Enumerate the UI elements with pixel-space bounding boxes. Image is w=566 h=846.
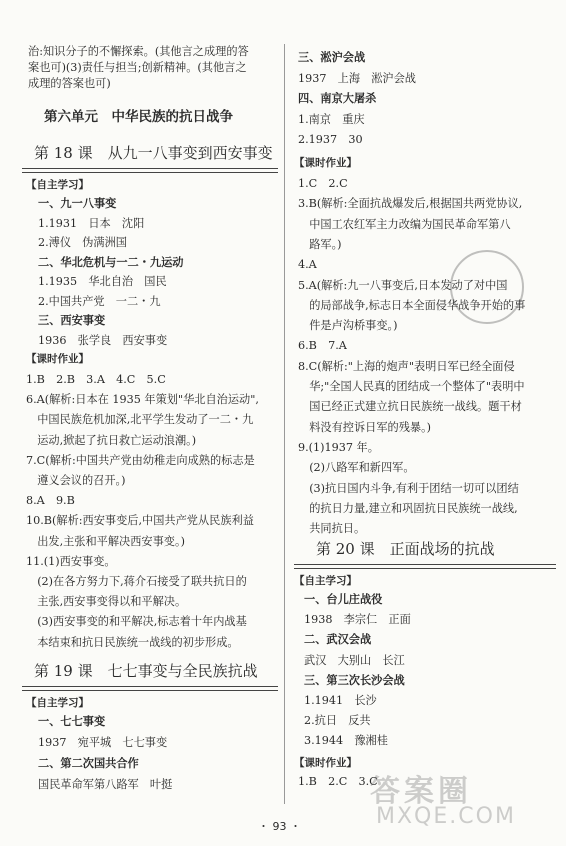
answer-line: 1.B 2.C 3.C: [298, 775, 378, 788]
text-line: 成理的答案也可): [28, 77, 111, 90]
answer-line: 3.B(解析:全面抗战爆发后,根据国共两党协议,: [298, 197, 523, 211]
answer-line: 主张,西安事变得以和平解决。: [26, 595, 187, 609]
answer-line: 1937 宛平城 七七事变: [38, 736, 168, 749]
answer-line: (2)在各方努力下,蒋介石接受了联共抗日的: [26, 575, 247, 588]
section-heading: 一、台儿庄战役: [304, 592, 383, 606]
stamp-mark: [450, 250, 524, 324]
lesson-19-title: 第 19 课 七七事变与全民族抗战: [34, 662, 258, 680]
answer-line: 1937 上海 淞沪会战: [298, 71, 416, 85]
self-study-tag: 【自主学习】: [26, 697, 89, 709]
answer-line: 1.C 2.C: [298, 177, 348, 190]
answer-line: 1.B 2.B 3.A 4.C 5.C: [26, 373, 166, 386]
homework-tag: 【课时作业】: [26, 353, 89, 365]
answer-line: 中国工农红军主力改编为国民革命军第八: [298, 217, 511, 231]
watermark: [370, 766, 550, 836]
answer-line: 1.1931 日本 沈阳: [38, 216, 145, 230]
homework-tag: 【课时作业】: [294, 157, 357, 169]
answer-line: 件是卢沟桥事变。): [298, 319, 398, 333]
lesson-20-title: 第 20 课 正面战场的抗战: [316, 540, 495, 558]
section-heading: 二、第二次国共合作: [38, 756, 139, 770]
answer-line: 6.B 7.A: [298, 339, 347, 353]
answer-line: 11.(1)西安事变。: [26, 554, 116, 568]
watermark-url: MXQE.COM: [376, 804, 516, 829]
column-divider: [284, 44, 285, 804]
homework-tag: 【课时作业】: [294, 757, 357, 769]
section-heading: 三、淞沪会战: [298, 50, 366, 64]
answer-line: 8.C(解析:"上海的炮声"表明日军已经全面侵: [298, 359, 515, 373]
answer-line: 出发,主张和平解决西安事变。): [26, 534, 185, 548]
answer-line: 1.南京 重庆: [298, 112, 365, 126]
answer-line: 7.C(解析:中国共产党由幼稚走向成熟的标志是: [26, 453, 255, 467]
answer-line: 3.1944 豫湘桂: [304, 734, 388, 748]
answer-line: 国民革命军第八路军 叶挺: [38, 778, 173, 791]
answer-line: 华;"全国人民真的团结成一个整体了"表明中: [298, 380, 525, 393]
answer-line: 2.1937 30: [298, 133, 363, 146]
answer-line: 共同抗日。: [298, 522, 366, 536]
section-heading: 三、西安事变: [38, 313, 106, 327]
text-line: 案也可)(3)责任与担当;创新精神。(其他言之: [28, 61, 247, 74]
answer-line: 2.溥仪 伪满洲国: [38, 236, 127, 249]
answer-line: 运动,掀起了抗日救亡运动浪潮。): [26, 433, 197, 447]
page-number: ・ 93 ・: [258, 820, 301, 833]
answer-line: 5.A(解析:九一八事变后,日本发动了对中国: [298, 278, 508, 292]
answer-line: 4.A: [298, 258, 317, 272]
unit-title: 第六单元 中华民族的抗日战争: [44, 109, 233, 125]
answer-line: 1.1935 华北自治 国民: [38, 275, 167, 288]
self-study-tag: 【自主学习】: [26, 179, 89, 191]
self-study-tag: 【自主学习】: [294, 575, 357, 587]
answer-line: 本结束和抗日民族统一战线的初步形成。: [26, 635, 239, 649]
answer-line: 6.A(解析:日本在 1935 年策划"华北自治运动",: [26, 393, 259, 407]
answer-line: 的局部战争,标志日本全面侵华战争开始的事: [298, 298, 526, 312]
section-heading: 四、南京大屠杀: [298, 91, 377, 105]
answer-line: 10.B(解析:西安事变后,中国共产党从民族利益: [26, 514, 254, 528]
lesson-rule: [22, 168, 278, 173]
answer-line: 1938 李宗仁 正面: [304, 613, 411, 627]
answer-line: 的抗日力量,建立和巩固抗日民族统一战线,: [298, 501, 518, 515]
answer-line: 1936 张学良 西安事变: [38, 333, 168, 347]
section-heading: 二、华北危机与一二・九运动: [38, 254, 184, 269]
answer-line: 中国民族危机加深,北平学生发动了一二・九: [26, 413, 254, 427]
answer-line: 遵义会议的召开。): [26, 474, 126, 487]
lesson-18-title: 第 18 课 从九一八事变到西安事变: [34, 144, 273, 162]
answer-line: 1.1941 长沙: [304, 694, 377, 707]
section-heading: 三、第三次长沙会战: [304, 672, 405, 687]
answer-line: 料没有控诉日军的残暴。): [298, 420, 432, 434]
section-heading: 二、武汉会战: [304, 632, 372, 647]
answer-line: 武汉 大别山 长江: [304, 653, 405, 667]
answer-line: 9.(1)1937 年。: [298, 440, 379, 454]
answer-line: (3)抗日国内斗争,有利于团结一切可以团结: [298, 481, 519, 495]
answer-line: 2.抗日 反共: [304, 714, 371, 728]
answer-line: 路军。): [298, 237, 342, 251]
answer-line: 国已经正式建立抗日民族统一战线。题干材: [298, 400, 522, 414]
answer-line: 8.A 9.B: [26, 494, 75, 508]
watermark-logo: 答案圈: [370, 774, 472, 809]
answer-line: (3)西安事变的和平解决,标志着十年内战基: [26, 615, 247, 629]
answer-line: 2.中国共产党 一二・九: [38, 294, 161, 308]
lesson-rule: [294, 564, 556, 569]
section-heading: 一、九一八事变: [38, 196, 117, 210]
section-heading: 一、七七事变: [38, 714, 106, 728]
text-line: 治:知识分子的不懈探索。(其他言之成理的答: [28, 45, 249, 58]
lesson-rule: [22, 686, 278, 691]
answer-line: (2)八路军和新四军。: [298, 461, 415, 475]
